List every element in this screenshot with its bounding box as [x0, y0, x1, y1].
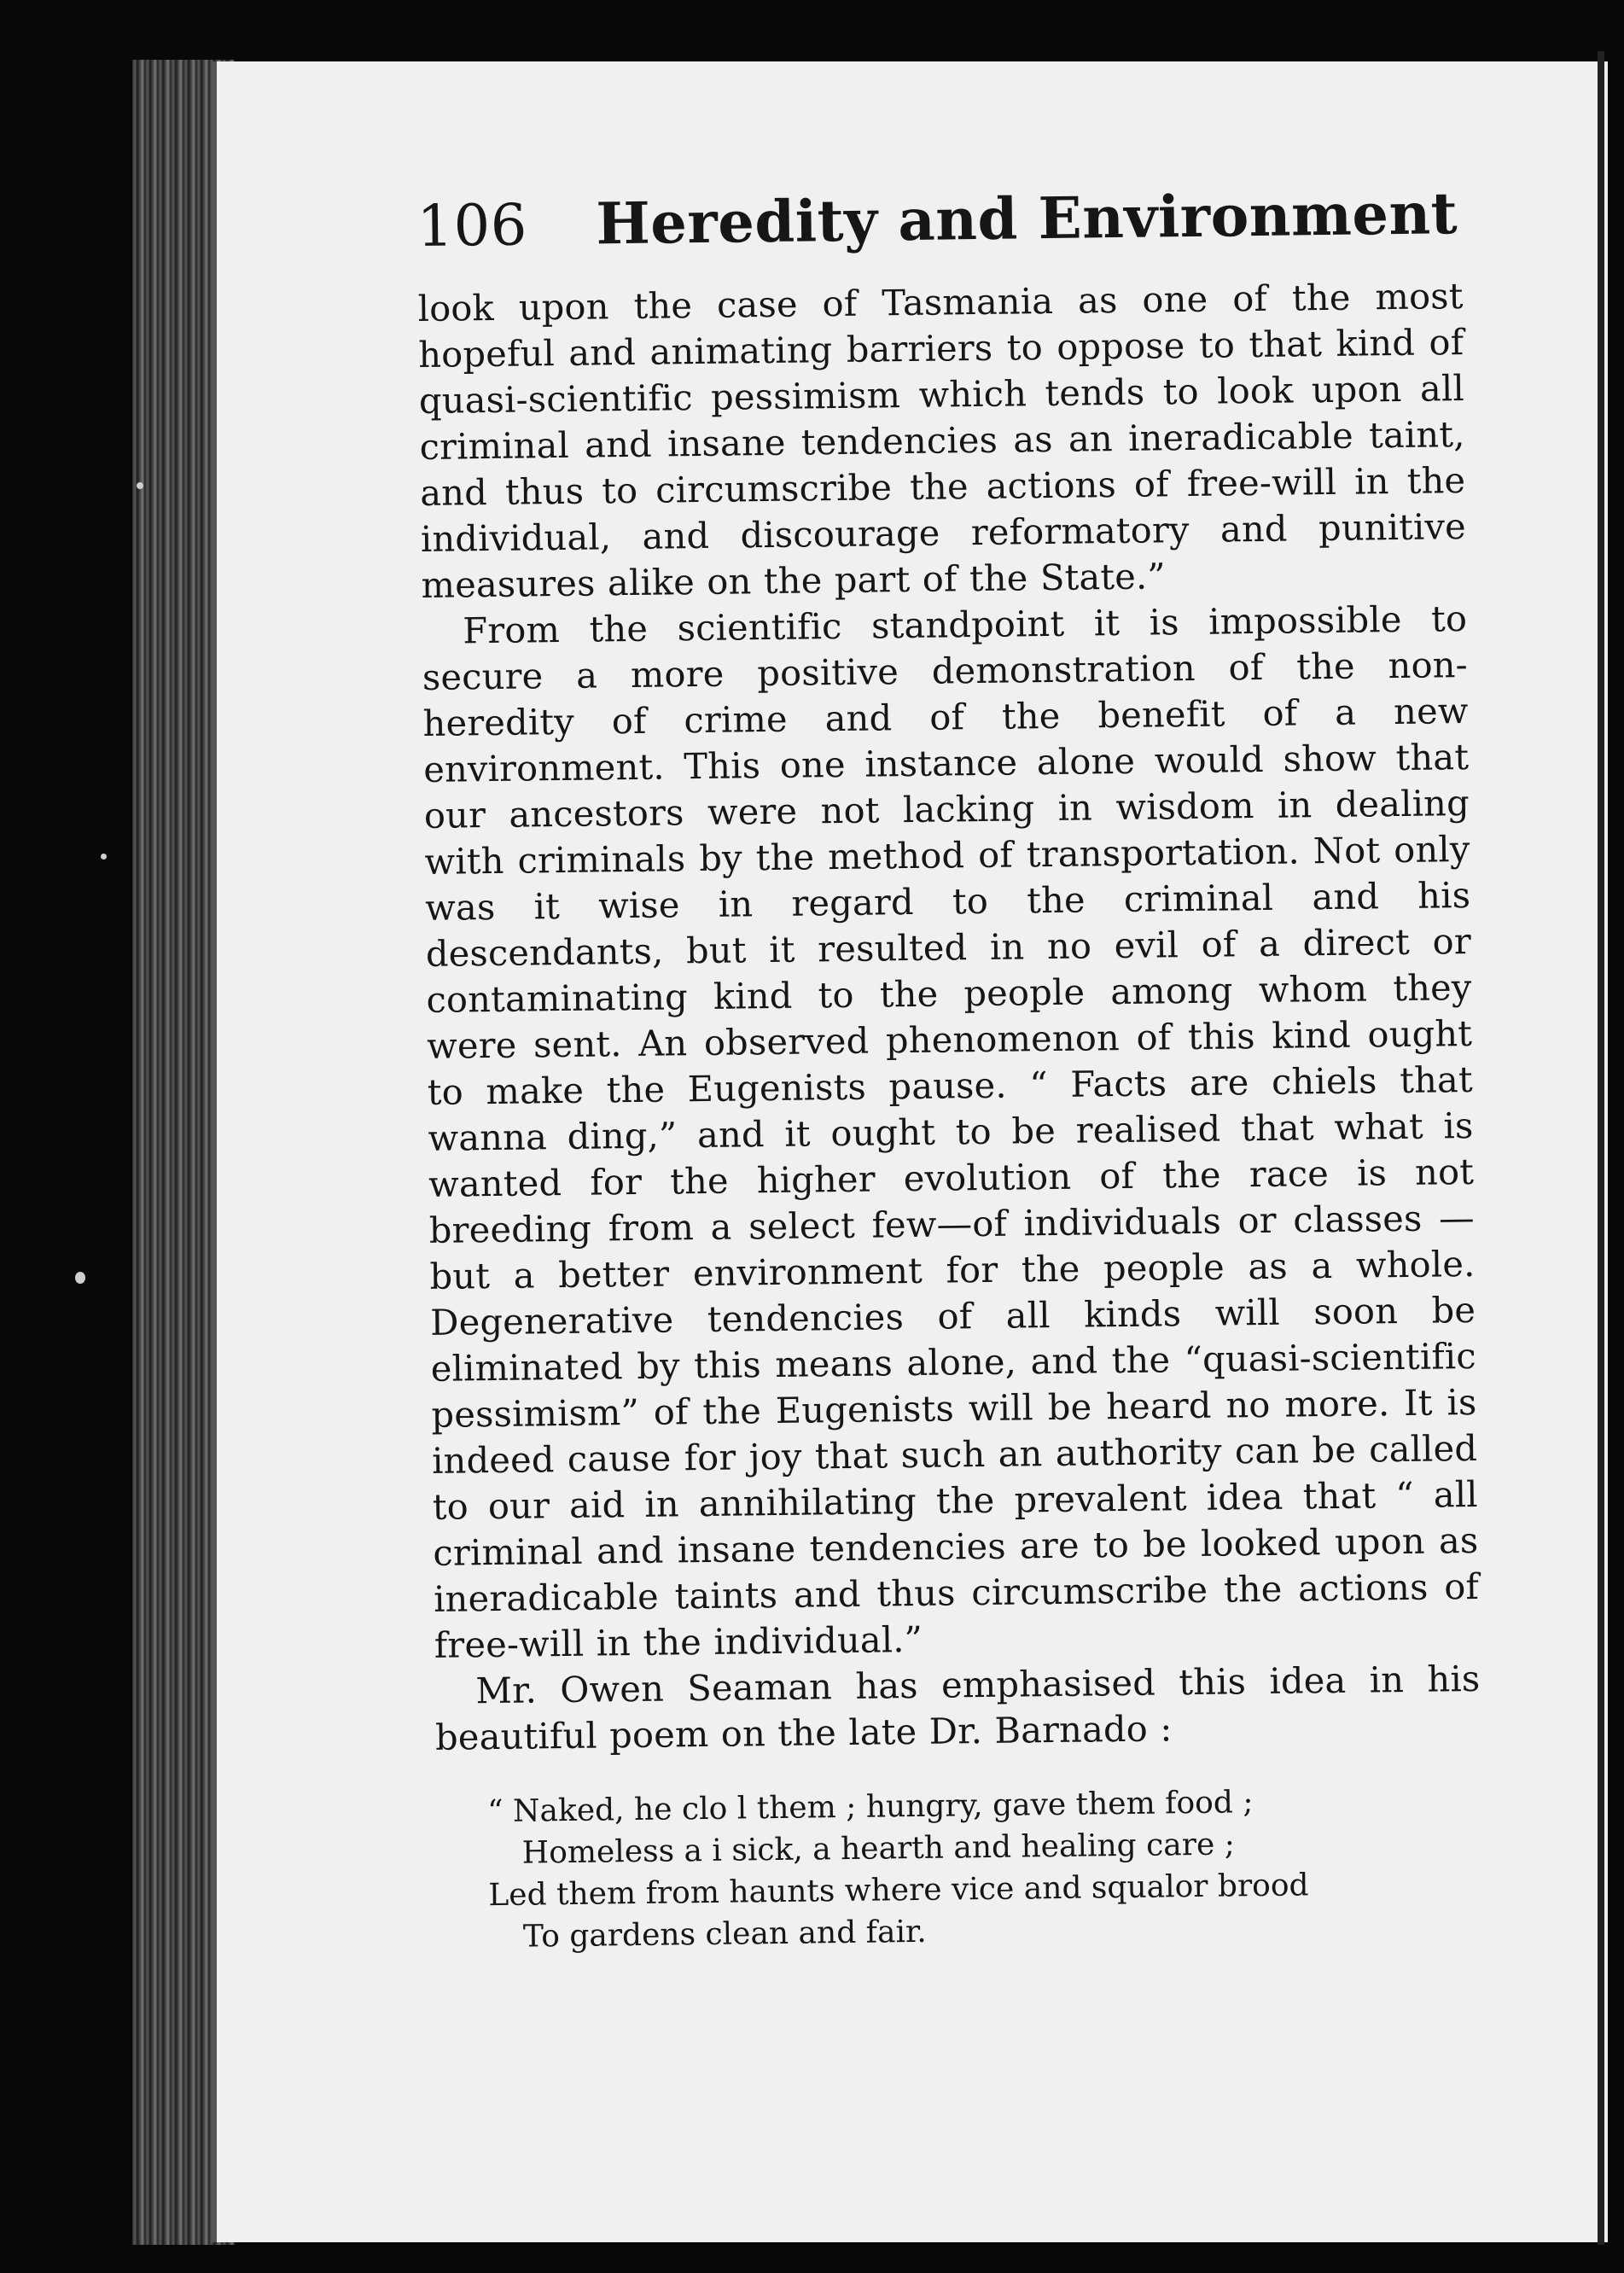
dust-speck: [75, 1272, 85, 1284]
poem-quotation: [436, 1779, 1483, 1959]
poem-line: To gardens clean and fair.: [522, 1914, 927, 1955]
facing-page-edge: [1598, 51, 1604, 2245]
page-number: 106: [416, 191, 528, 259]
dust-speck: [137, 482, 143, 489]
paragraph-continued: look upon the case of Tasmania as one of the most hopeful and animating barriers to oppose to that kind of quasi-scientific pessimism which tends to look upon all criminal and insane tendencies as an ineradicable taint, and thus to circumscribe the actions of free-will in the individual, and discourage reformatory and punitive measures alike on the part of the State.”: [417, 275, 1467, 606]
poem-line: Homeless a i sick, a hearth and healing care ;: [521, 1827, 1236, 1871]
poem-line: Led them from haunts where vice and squalor brood: [488, 1868, 1309, 1914]
running-head: [416, 179, 1463, 286]
running-title: Heredity and Environment: [595, 179, 1458, 258]
paragraph-scientific-standpoint: From the scientific standpoint it is impossible to secure a more positive demonstration of the non-heredity of crime and of the benefit of a new environment. This one instance alone would show that our ancestors were not lacking in wisdom in dealing with criminals by the method of transportation. Not only was it wise in regard to the criminal and his descendants, but it resulted in no evil of a direct or contaminating kind to the people among whom they were sent. An observed phenomenon of this kind ought to make the Eugenists pause. “ Facts are chiels that wanna ding,” and it ought to be realised that what is wanted for the higher evolution of the race is not breeding from a select few—of individuals or classes —but a better environment for the people as a whole. Degenerative tendencies of all kinds will soon be eliminated by this means alone, and the “quasi-scientific pessimism” of the Eugenists will be heard no more. It is indeed cause for joy that such an authority can be called to our aid in annihilating the prevalent idea that “ all criminal and insane tendencies are to be looked upon as ineradicable taints and thus circumscribe the actions of free-will in the individual.”: [422, 597, 1480, 1666]
page-text: [416, 179, 1483, 1959]
dust-speck: [101, 854, 107, 860]
poem-line: “ Naked, he clo l them ; hungry, gave them food ;: [486, 1785, 1254, 1830]
paragraph-owen-seaman: Mr. Owen Seaman has emphasised this idea in his beautiful poem on the late Dr. Barnado :: [434, 1657, 1481, 1758]
